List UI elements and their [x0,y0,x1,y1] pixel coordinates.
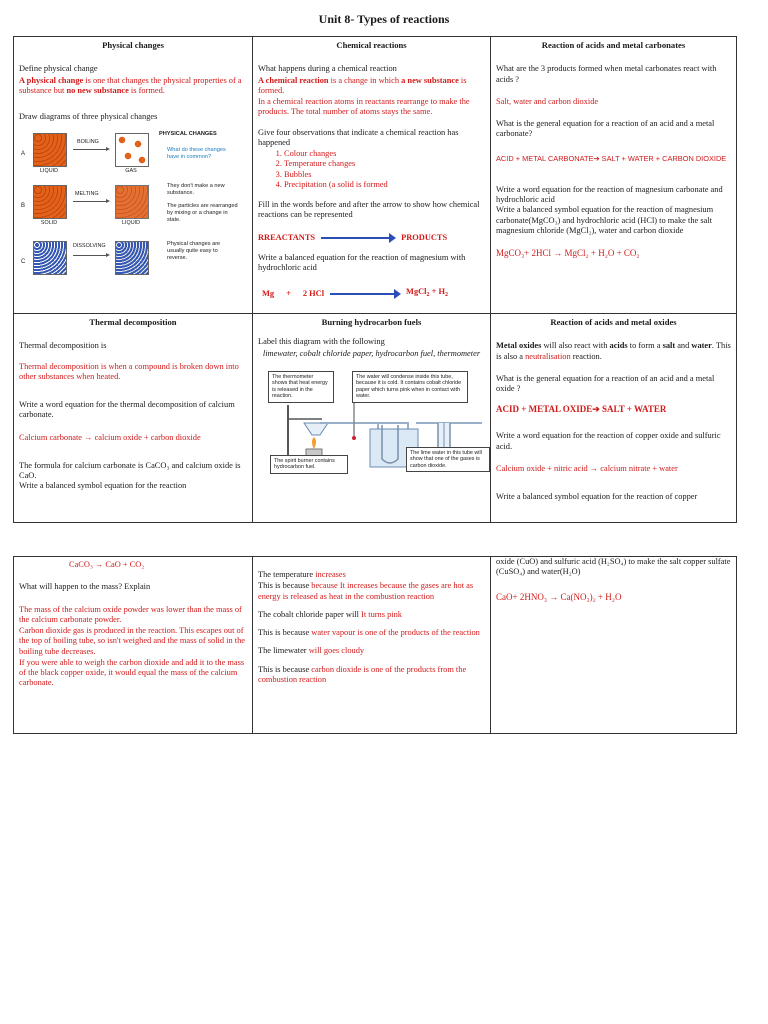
chemical-question: What happens during a chemical reaction [258,64,397,74]
melting-label: MELTING [75,191,99,198]
products-label: PRODUCTS [401,232,448,242]
cobalt-line: The cobalt chloride paper will It turns pink [258,609,402,619]
arrow-icon [73,255,107,256]
note-no-new-substance: They don't make a new substance. [167,183,225,197]
chemical-reactions-cell [253,37,491,314]
arrow-icon [73,149,107,150]
boiling-label: BOILING [77,139,99,146]
label-list: limewater, cobalt chloride paper, hydrocarbon fuel, thermometer [262,348,481,358]
burner-callout: The spirit burner contains hydrocarbon fuel. [270,455,348,474]
mass-question: What will happen to the mass? Explain [19,582,151,592]
thermal-question: Thermal decomposition is [19,341,107,351]
condense-callout: The water will condense inside this tube, because it is cold. It contains cobalt chloride paper which turns pink when in contact with water. [352,371,468,403]
mass-answer: The mass of the calcium oxide powder was lower than the mass of the calcium carbonate powder. [19,604,242,624]
general-carbonate-answer: ACID + METAL CARBONATE➔ SALT + WATER + CARBON DIOXIDE [496,153,727,163]
physical-change-answer: A physical change is one that changes the physical properties of a substance but no new substance is formed. [19,75,242,95]
thermal-decomposition-cell [14,313,253,522]
calcium-carbonate-equation: CaCO₃ → CaO + CO₂ [69,560,145,569]
gas-answer: Carbon dioxide gas is produced in the reaction. This escapes out of the top of boiling tube, so isn't weighed and the mass of solid in the boiling tube decreases. [19,626,245,656]
copper-oxide-question: Write a word equation for the reaction of copper oxide and sulfuric acid. [496,431,721,451]
acids-oxides-heading: Reaction of acids and metal oxides [550,316,677,327]
thermal-answer: Thermal decomposition is when a compound is broken down into other substances when heated. [19,361,239,381]
products-answer: Salt, water and carbon dioxide [496,96,599,106]
symbol-equation-question: Write a balanced symbol equation for the reaction of magnesium carbonate(MgCO₃) and hydrochloric acid (HCl) to make the salt magnesium chloride (MgCl₂), water and carbon dioxide [496,205,714,235]
thermal-symbol-question: Write a balanced symbol equation for the reaction [19,481,187,491]
row-b-letter: B [21,203,26,210]
thermal-heading: Thermal decomposition [89,316,177,327]
word-equation-question: Write a word equation for the reaction of magnesium carbonate and hydrochloric acid [496,184,723,205]
calcium-oxide-answer: Calcium oxide + nitric acid → calcium nitrate + water [496,463,678,473]
burning-fuels-cell [253,313,491,522]
observation-item: 2. Temperature changes [284,159,485,169]
arrow-icon [321,237,391,239]
combustion-apparatus-diagram [258,367,485,485]
because-line-3: This is because carbon dioxide is one of the products from the combustion reaction [258,664,467,684]
note-common: What do these changes have in common? [167,147,226,161]
magnesium-equation: Mg + 2 HCl MgCl$_2$ + $H_2$ [262,287,448,299]
copper-symbol-question: Write a balanced symbol equation for the reaction of copper [496,492,698,501]
page-title: Unit 8- Types of reactions [318,12,450,26]
reactants-label: RREACTANTS [258,232,316,242]
acids-oxides-cell [491,313,737,522]
gas-label: GAS [125,168,137,175]
observation-item: 1. Colour changes [284,149,485,159]
reactants-products-row [258,233,485,243]
burning-heading: Burning hydrocarbon fuels [321,316,422,327]
burning-continued-cell [253,557,491,734]
acids-carbonates-heading: Reaction of acids and metal carbonates [541,40,686,50]
products-question: What are the 3 products formed when metal carbonates react with acids ? [496,64,717,84]
gas-particles [115,133,149,167]
magnesium-carbonate-equation: MgCO₃+ 2HCl → MgCl₂ + H₂O + CO₂ [496,248,640,259]
observations-list [258,149,485,190]
note-rearranged: The particles are rearranged by mixing or a change in state. [167,203,238,224]
because-line-2: This is because water vapour is one of the products of the reaction [258,628,480,637]
calcium-oxide-equation: CaO+ 2HNO₃ → Ca(NO₃)₂ + H₂O [496,591,622,602]
observation-item: 4. Precipitation (a solid is formed [284,180,485,190]
fill-question: Fill in the words before and after the arrow to show how chemical reactions can be represented [258,200,480,220]
define-question: Define physical change [19,64,98,74]
arrow-icon [73,201,107,202]
observation-item: 3. Bubbles [284,170,485,180]
temperature-line: The temperature increases [258,570,346,579]
draw-question: Draw diagrams of three physical changes [19,112,158,122]
top-grid [13,36,737,523]
chemical-reactions-heading: Chemical reactions [336,40,407,50]
atoms-answer: In a chemical reaction atoms in reactants rearrange to make the products. The total number of atoms stays the same. [258,97,470,117]
physical-changes-diagram [19,129,247,289]
dissolving-end-particles [115,241,149,275]
metal-oxides-statement: Metal oxides will also react with acids to form a salt and water. This is also a neutralisation reaction. [496,341,731,361]
solid-label: SOLID [40,220,58,227]
because-line-1: This is because because It increases because the gases are hot as energy is released as heat in the combustion reaction [258,581,474,601]
physical-changes-header: PHYSICAL CHANGES [159,131,217,138]
general-carbonate-question: What is the general equation for a reaction of an acid and a metal carbonate? [496,119,715,139]
weigh-answer: If you were able to weigh the carbon dioxide and add it to the mass of the black copper oxide, it would equal the mass of the calcium carbonate. [19,657,245,688]
row-a-letter: A [21,151,26,158]
acids-carbonates-cell [491,37,737,314]
physical-changes-heading: Physical changes [102,40,164,50]
general-oxide-answer: ACID + METAL OXIDE➔ SALT + WATER [496,404,667,415]
formula-statement: The formula for calcium carbonate is CaCO₃ and calcium oxide is CaO. [19,460,241,481]
thermometer-callout: The thermometer shows that heat energy is released in the reaction. [268,371,334,403]
physical-changes-cell [14,37,253,314]
solid-particles [33,185,67,219]
note-reverse: Physical changes are usually quite easy to reverse. [167,241,221,262]
dissolving-label: DISSOLVING [73,243,106,250]
thermal-word-question: Write a word equation for the thermal decomposition of calcium carbonate. [19,400,235,420]
thermal-continued-cell [14,557,253,734]
bottom-grid [13,556,737,734]
magnesium-question: Write a balanced equation for the reaction of magnesium with hydrochloric acid [258,252,466,273]
observations-question: Give four observations that indicate a chemical reaction has happened [258,127,459,147]
arrow-icon [330,293,396,295]
liquid-particles [33,133,67,167]
oxides-continued-cell [491,557,737,734]
liquid-label: LIQUID [40,168,58,175]
limewater-line: The limewater will goes cloudy [258,646,365,656]
label-question: Label this diagram with the following [258,337,385,347]
dissolving-start-particles [33,241,67,275]
chemical-answer: A chemical reaction is a change in which a new substance is formed. [258,75,467,95]
copper-oxide-continued: oxide (CuO) and sulfuric acid (H₂SO₄) to make the salt copper sulfate (CuSO₄) and water(H₂O) [496,557,731,577]
liquid-particles-b [115,185,149,219]
row-c-letter: C [21,259,26,266]
liquid-label-b: LIQUID [122,220,140,227]
thermal-word-answer: Calcium carbonate → calcium oxide + carbon dioxide [19,432,201,442]
limewater-callout: The lime water in this tube will show that one of the gases is carbon dioxide. [406,447,490,472]
general-oxide-question: What is the general equation for a reaction of an acid and a metal oxide ? [496,373,715,394]
